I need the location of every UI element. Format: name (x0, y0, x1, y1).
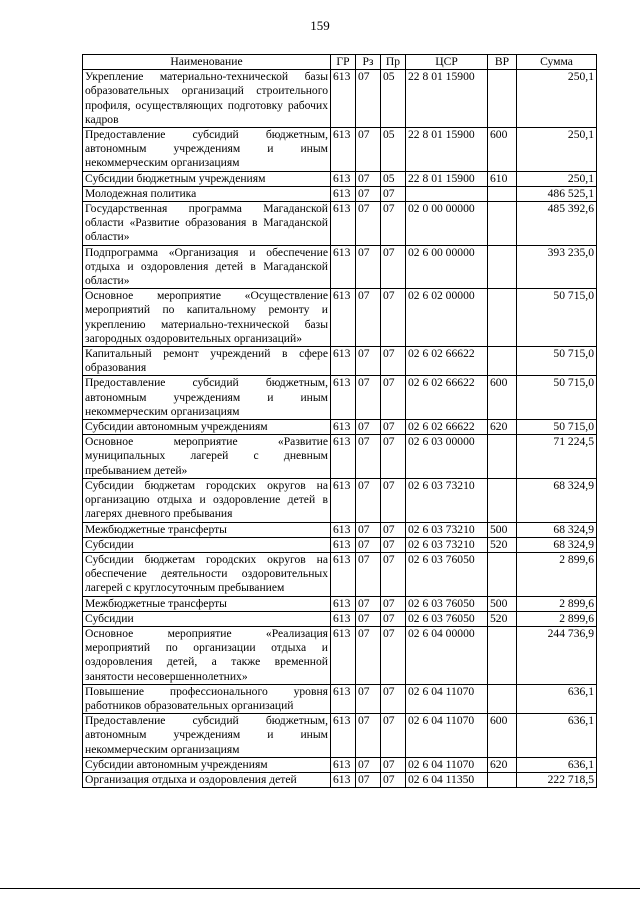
cell-csr: 02 6 03 73210 (406, 522, 488, 537)
cell-pr: 07 (381, 376, 406, 420)
cell-rz: 07 (356, 70, 381, 128)
table-row (83, 757, 597, 772)
table-row (83, 596, 597, 611)
cell-gr: 613 (331, 552, 356, 596)
header-csr: ЦСР (406, 55, 488, 70)
cell-csr: 02 6 02 00000 (406, 289, 488, 347)
cell-pr: 07 (381, 347, 406, 376)
cell-pr: 07 (381, 186, 406, 201)
cell-csr: 02 6 03 76050 (406, 596, 488, 611)
header-sum: Сумма (517, 55, 597, 70)
cell-pr: 07 (381, 202, 406, 246)
cell-name: Основное мероприятие «Реализация мероприятий по организации отдыха и оздоровления детей, а также временной занятости несовершеннолетних» (83, 626, 331, 684)
cell-rz: 07 (356, 347, 381, 376)
cell-rz: 07 (356, 714, 381, 758)
cell-name: Субсидии (83, 611, 331, 626)
cell-vr (488, 202, 517, 246)
cell-gr: 613 (331, 347, 356, 376)
cell-csr: 02 6 02 66622 (406, 347, 488, 376)
cell-gr: 613 (331, 420, 356, 435)
page-number: 159 (310, 18, 330, 33)
cell-sum: 486 525,1 (517, 186, 597, 201)
cell-rz: 07 (356, 772, 381, 787)
header-name: Наименование (83, 55, 331, 70)
cell-pr: 05 (381, 70, 406, 128)
cell-sum: 250,1 (517, 128, 597, 172)
cell-rz: 07 (356, 537, 381, 552)
cell-csr: 22 8 01 15900 (406, 128, 488, 172)
cell-gr: 613 (331, 522, 356, 537)
cell-vr: 500 (488, 596, 517, 611)
cell-sum: 250,1 (517, 70, 597, 128)
table-row (83, 435, 597, 479)
cell-vr (488, 70, 517, 128)
cell-sum: 250,1 (517, 171, 597, 186)
cell-sum: 485 392,6 (517, 202, 597, 246)
cell-name: Субсидии автономным учреждениям (83, 420, 331, 435)
cell-pr: 07 (381, 714, 406, 758)
cell-vr: 500 (488, 522, 517, 537)
cell-sum: 68 324,9 (517, 478, 597, 522)
cell-name: Подпрограмма «Организация и обеспечение отдыха и оздоровления детей в Магаданской области» (83, 245, 331, 289)
cell-rz: 07 (356, 128, 381, 172)
cell-vr: 600 (488, 128, 517, 172)
table-row (83, 522, 597, 537)
cell-pr: 07 (381, 626, 406, 684)
cell-pr: 07 (381, 435, 406, 479)
cell-vr (488, 186, 517, 201)
cell-vr: 620 (488, 420, 517, 435)
cell-rz: 07 (356, 420, 381, 435)
cell-gr: 613 (331, 245, 356, 289)
cell-name: Предоставление субсидий бюджетным, автономным учреждениям и иным некоммерческим организациям (83, 128, 331, 172)
cell-gr: 613 (331, 537, 356, 552)
cell-csr: 02 6 04 00000 (406, 626, 488, 684)
cell-sum: 244 736,9 (517, 626, 597, 684)
cell-name: Субсидии бюджетам городских округов на организацию отдыха и оздоровление детей в лагерях дневного пребывания (83, 478, 331, 522)
cell-name: Субсидии автономным учреждениям (83, 757, 331, 772)
table-row (83, 289, 597, 347)
header-vr: ВР (488, 55, 517, 70)
cell-pr: 07 (381, 611, 406, 626)
cell-csr: 02 0 00 00000 (406, 202, 488, 246)
cell-sum: 68 324,9 (517, 522, 597, 537)
cell-sum: 636,1 (517, 714, 597, 758)
table-row (83, 70, 597, 128)
cell-vr (488, 626, 517, 684)
cell-gr: 613 (331, 202, 356, 246)
cell-name: Субсидии (83, 537, 331, 552)
cell-name: Субсидии бюджетным учреждениям (83, 171, 331, 186)
cell-rz: 07 (356, 596, 381, 611)
cell-csr: 02 6 04 11350 (406, 772, 488, 787)
table-row (83, 611, 597, 626)
table-row (83, 420, 597, 435)
table-row (83, 626, 597, 684)
cell-rz: 07 (356, 522, 381, 537)
cell-rz: 07 (356, 626, 381, 684)
cell-name: Капитальный ремонт учреждений в сфере образования (83, 347, 331, 376)
cell-gr: 613 (331, 70, 356, 128)
table-row (83, 128, 597, 172)
cell-name: Субсидии бюджетам городских округов на обеспечение деятельности оздоровительных лагерей с круглосуточным пребыванием (83, 552, 331, 596)
cell-name: Государственная программа Магаданской области «Развитие образования в Магаданской области» (83, 202, 331, 246)
cell-pr: 07 (381, 245, 406, 289)
cell-vr (488, 435, 517, 479)
cell-vr: 600 (488, 714, 517, 758)
cell-name: Межбюджетные трансферты (83, 596, 331, 611)
cell-rz: 07 (356, 478, 381, 522)
cell-sum: 2 899,6 (517, 552, 597, 596)
cell-name: Межбюджетные трансферты (83, 522, 331, 537)
table-row (83, 772, 597, 787)
cell-gr: 613 (331, 714, 356, 758)
cell-gr: 613 (331, 171, 356, 186)
cell-rz: 07 (356, 186, 381, 201)
header-rz: Рз (356, 55, 381, 70)
cell-pr: 07 (381, 684, 406, 713)
cell-pr: 05 (381, 128, 406, 172)
cell-sum: 50 715,0 (517, 420, 597, 435)
cell-sum: 50 715,0 (517, 347, 597, 376)
cell-vr: 610 (488, 171, 517, 186)
cell-rz: 07 (356, 684, 381, 713)
cell-csr: 02 6 04 11070 (406, 757, 488, 772)
cell-csr (406, 186, 488, 201)
cell-rz: 07 (356, 171, 381, 186)
cell-gr: 613 (331, 186, 356, 201)
table-row (83, 171, 597, 186)
table-row (83, 478, 597, 522)
cell-name: Предоставление субсидий бюджетным, автономным учреждениям и иным некоммерческим организациям (83, 714, 331, 758)
cell-pr: 07 (381, 478, 406, 522)
cell-pr: 07 (381, 772, 406, 787)
cell-sum: 71 224,5 (517, 435, 597, 479)
cell-sum: 2 899,6 (517, 596, 597, 611)
cell-gr: 613 (331, 478, 356, 522)
cell-pr: 07 (381, 289, 406, 347)
cell-name: Молодежная политика (83, 186, 331, 201)
cell-csr: 02 6 00 00000 (406, 245, 488, 289)
table-row (83, 245, 597, 289)
cell-vr (488, 289, 517, 347)
cell-csr: 22 8 01 15900 (406, 70, 488, 128)
cell-vr: 520 (488, 537, 517, 552)
table-row (83, 202, 597, 246)
cell-rz: 07 (356, 757, 381, 772)
cell-gr: 613 (331, 596, 356, 611)
cell-rz: 07 (356, 435, 381, 479)
cell-csr: 22 8 01 15900 (406, 171, 488, 186)
cell-gr: 613 (331, 611, 356, 626)
budget-table (82, 54, 597, 788)
cell-sum: 636,1 (517, 757, 597, 772)
cell-pr: 05 (381, 171, 406, 186)
cell-rz: 07 (356, 552, 381, 596)
cell-name: Предоставление субсидий бюджетным, автономным учреждениям и иным некоммерческим организациям (83, 376, 331, 420)
cell-name: Основное мероприятие «Развитие муниципальных лагерей с дневным пребыванием детей» (83, 435, 331, 479)
cell-vr (488, 684, 517, 713)
cell-name: Организация отдыха и оздоровления детей (83, 772, 331, 787)
cell-sum: 393 235,0 (517, 245, 597, 289)
cell-csr: 02 6 02 66622 (406, 376, 488, 420)
cell-pr: 07 (381, 537, 406, 552)
cell-pr: 07 (381, 552, 406, 596)
cell-pr: 07 (381, 420, 406, 435)
table-row (83, 347, 597, 376)
table-row (83, 552, 597, 596)
table-row (83, 714, 597, 758)
cell-vr (488, 245, 517, 289)
cell-gr: 613 (331, 772, 356, 787)
cell-name: Повышение профессионального уровня работников образовательных организаций (83, 684, 331, 713)
cell-sum: 2 899,6 (517, 611, 597, 626)
cell-vr (488, 347, 517, 376)
table-row (83, 537, 597, 552)
cell-vr: 520 (488, 611, 517, 626)
bottom-rule (0, 888, 640, 889)
cell-sum: 636,1 (517, 684, 597, 713)
cell-rz: 07 (356, 202, 381, 246)
cell-pr: 07 (381, 522, 406, 537)
cell-sum: 50 715,0 (517, 289, 597, 347)
cell-csr: 02 6 03 73210 (406, 478, 488, 522)
cell-csr: 02 6 03 00000 (406, 435, 488, 479)
table-row (83, 376, 597, 420)
cell-csr: 02 6 03 76050 (406, 552, 488, 596)
cell-csr: 02 6 03 76050 (406, 611, 488, 626)
cell-sum: 68 324,9 (517, 537, 597, 552)
cell-sum: 50 715,0 (517, 376, 597, 420)
header-row (83, 55, 597, 70)
header-pr: Пр (381, 55, 406, 70)
cell-csr: 02 6 02 66622 (406, 420, 488, 435)
cell-vr (488, 478, 517, 522)
cell-gr: 613 (331, 376, 356, 420)
cell-rz: 07 (356, 376, 381, 420)
table-row (83, 684, 597, 713)
cell-pr: 07 (381, 757, 406, 772)
cell-name: Основное мероприятие «Осуществление мероприятий по капитальному ремонту и укреплению материально-технической базы загородных оздоровительных организаций» (83, 289, 331, 347)
cell-gr: 613 (331, 128, 356, 172)
cell-rz: 07 (356, 611, 381, 626)
cell-rz: 07 (356, 245, 381, 289)
table-row (83, 186, 597, 201)
cell-vr (488, 772, 517, 787)
cell-vr (488, 552, 517, 596)
cell-vr: 600 (488, 376, 517, 420)
cell-vr: 620 (488, 757, 517, 772)
cell-csr: 02 6 04 11070 (406, 714, 488, 758)
header-gr: ГР (331, 55, 356, 70)
cell-rz: 07 (356, 289, 381, 347)
cell-gr: 613 (331, 626, 356, 684)
cell-csr: 02 6 03 73210 (406, 537, 488, 552)
cell-pr: 07 (381, 596, 406, 611)
cell-csr: 02 6 04 11070 (406, 684, 488, 713)
cell-gr: 613 (331, 435, 356, 479)
cell-gr: 613 (331, 289, 356, 347)
cell-gr: 613 (331, 757, 356, 772)
cell-sum: 222 718,5 (517, 772, 597, 787)
cell-gr: 613 (331, 684, 356, 713)
cell-name: Укрепление материально-технической базы образовательных организаций строительного профиля, осуществляющих подготовку рабочих кадров (83, 70, 331, 128)
